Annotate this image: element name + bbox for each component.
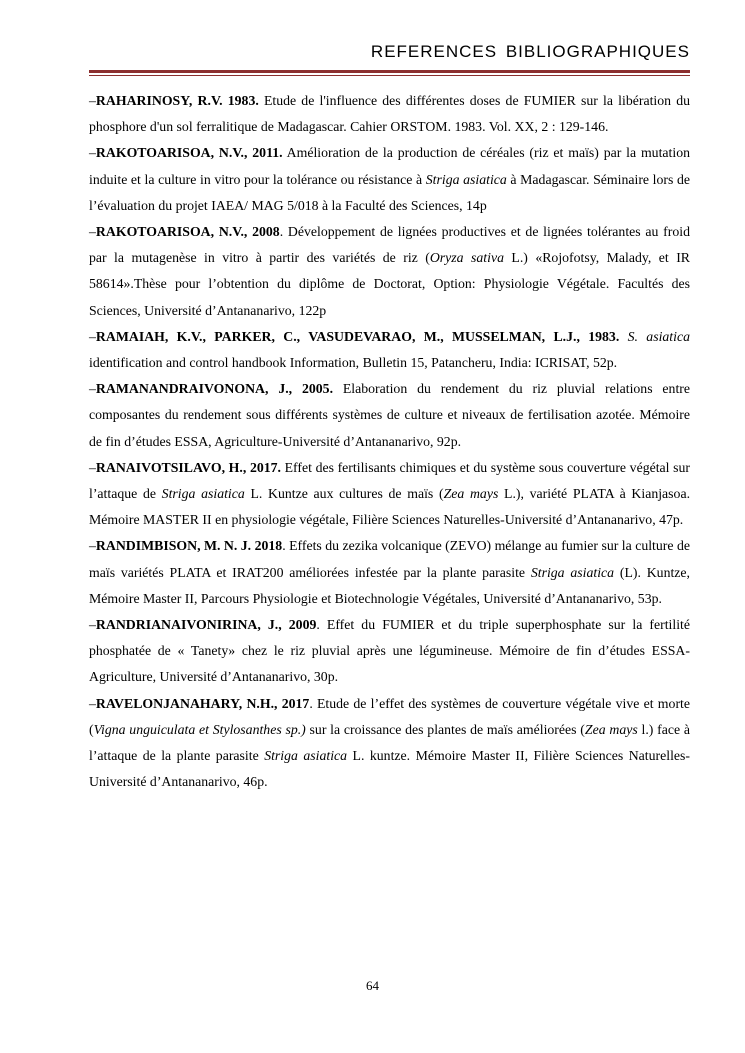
page-number: 64 [366, 978, 379, 993]
reference-author: RANAIVOTSILAVO, H., 2017. [95, 459, 281, 475]
reference-author: RAKOTOARISOA, N.V., 2011. [95, 145, 283, 161]
header-rule-thin [89, 75, 690, 76]
reference-entry: –RAMAIAH, K.V., PARKER, C., VASUDEVARAO, M., MUSSELMAN, L.J., 1983. S. asiatica identification and control handbook Information, Bulletin 15, Patancheru, India: ICRISAT, 52p. [89, 328, 690, 371]
reference-author: RANDIMBISON, M. N. J. 2018 [95, 538, 283, 554]
reference-entry: –RAKOTOARISOA, N.V., 2011. Amélioration de la production de céréales (riz et maïs) par la mutation induite et la culture in vitro pour la tolérance ou résistance à Striga asiatica à Madagascar. Séminaire lors de l’évaluation du projet IAEA/ MAG 5/018 à la Faculté des Sciences, 14p [89, 145, 691, 213]
reference-author: RANDRIANAIVONIRINA, J., 2009 [95, 617, 317, 633]
reference-entry: –RAMANANDRAIVONONA, J., 2005. Elaboration du rendement du riz pluvial relations entre composantes du rendement sous différents systèmes de culture et niveaux de fertilisation azotée. Mémoire de fin d’études ESSA, Agriculture-Université d’Antananarivo, 92p. [89, 381, 690, 449]
reference-entry: –RANDIMBISON, M. N. J. 2018. Effets du zezika volcanique (ZEVO) mélange au fumier sur la culture de maïs variétés PLATA et IRAT200 améliorées infestée par la plante parasite Striga asiatica (L). Kuntze, Mémoire Master II, Parcours Physiologie et Biotechnologie Végétales, Université d’Antananarivo, 53p. [89, 538, 690, 606]
reference-author: RAMAIAH, K.V., PARKER, C., VASUDEVARAO, M., MUSSELMAN, L.J., 1983. [95, 328, 620, 344]
reference-entry: –RAKOTOARISOA, N.V., 2008. Développement de lignées productives et de lignées tolérantes au froid par la mutagenèse in vitro à partir des variétés de riz (Oryza sativa L.) «Rojofotsy, Malady, et IR 58614».Thèse pour l’obtention du diplôme de Doctorat, Option: Physiologie Végétale. Facultés des Sciences, Université d’Antananarivo, 122p [89, 224, 690, 318]
header-rule-thick [89, 70, 690, 73]
reference-entry: –RANAIVOTSILAVO, H., 2017. Effet des fertilisants chimiques et du système sous couverture végétal sur l’attaque de Striga asiatica L. Kuntze aux cultures de maïs (Zea mays L.), variété PLATA à Kianjasoa. Mémoire MASTER II en physiologie végétale, Filière Sciences Naturelles-Université d’Antananarivo, 47p. [89, 459, 691, 528]
reference-author: RAHARINOSY, R.V. 1983. [95, 93, 259, 108]
reference-entry: –RANDRIANAIVONIRINA, J., 2009. Effet du FUMIER et du triple superphosphate sur la fertilité phosphatée de « Tanety» chez le riz pluvial après une légumineuse. Mémoire de fin d’études ESSA-Agriculture, Université d’Antananarivo, 30p. [89, 617, 690, 685]
reference-author: RAKOTOARISOA, N.V., 2008 [95, 224, 280, 240]
reference-author: RAVELONJANAHARY, N.H., 2017 [95, 695, 310, 711]
reference-entry: –RAVELONJANAHARY, N.H., 2017. Etude de l’effet des systèmes de couverture végétale vive et morte (Vigna unguiculata et Stylosanthes sp.) sur la croissance des plantes de maïs améliorées (Zea mays l.) face à l’attaque de la plante parasite Striga asiatica L. kuntze. Mémoire Master II, Filière Sciences Naturelles- Université d’Antananarivo, 46p. [89, 695, 690, 790]
section-title: REFERENCES BIBLIOGRAPHIQUES [370, 42, 690, 61]
reference-list [89, 88, 690, 795]
reference-entry: –RAHARINOSY, R.V. 1983. Etude de l'influence des différentes doses de FUMIER sur la libération du phosphore d'un sol ferralitique de Madagascar. Cahier ORSTOM. 1983. Vol. XX, 2 : 129-146. [89, 93, 690, 135]
reference-author: RAMANANDRAIVONONA, J., 2005. [95, 381, 334, 397]
